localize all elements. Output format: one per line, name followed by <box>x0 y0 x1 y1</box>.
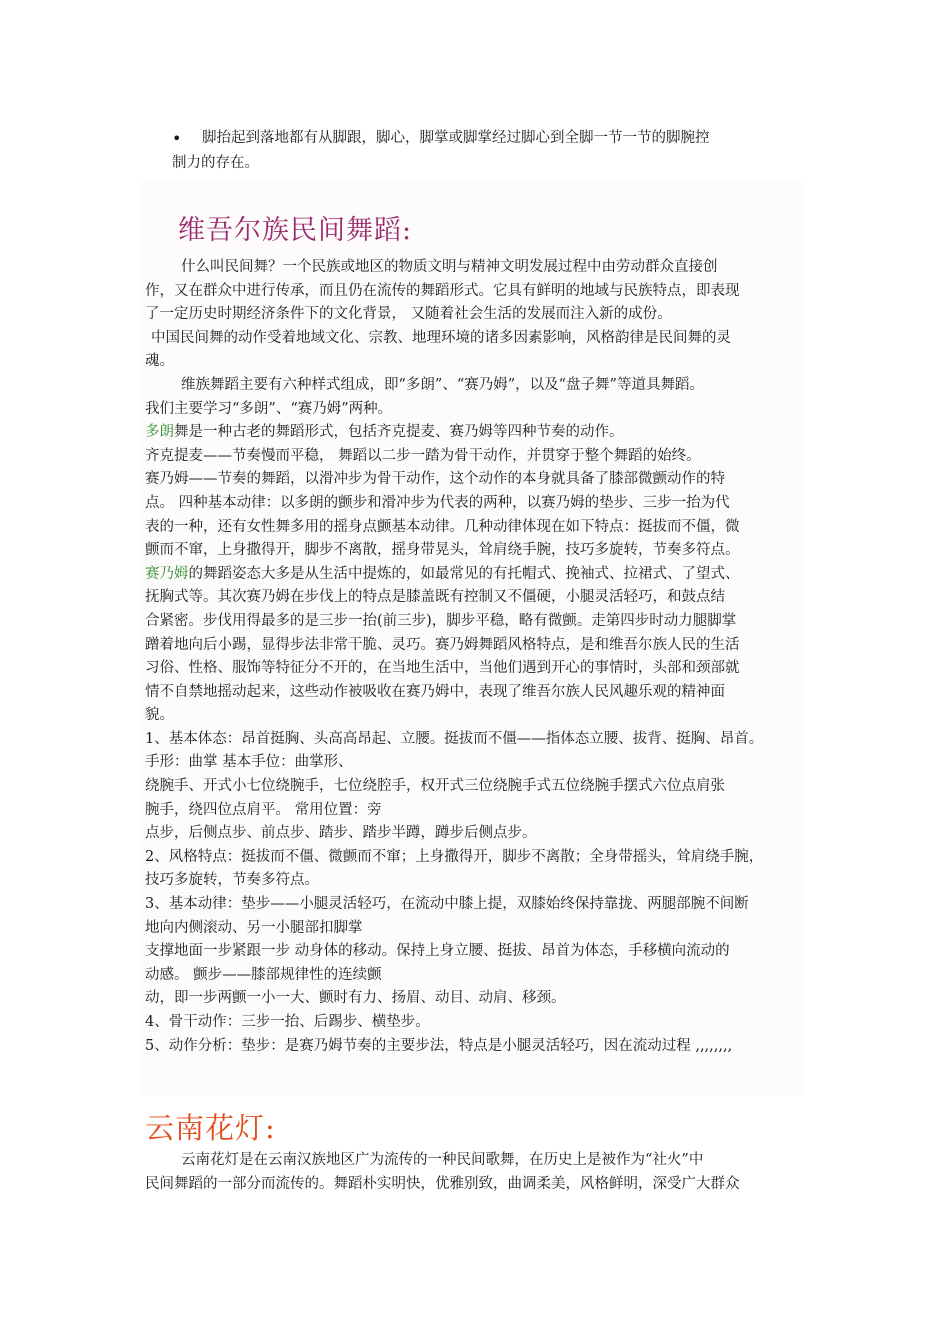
paragraph-line: 5、动作分析：垫步：是赛乃姆节奏的主要步法，特点是小腿灵活轻巧，因在流动过程 ,,,,,,,, <box>145 1037 733 1054</box>
section-heading-yunnan-huadeng: 云南花灯: <box>145 1111 276 1145</box>
paragraph-line: 点。 四种基本动律：以多朗的颤步和滑冲步为代表的两种，以赛乃姆的垫步、三步一抬为代 <box>145 494 730 511</box>
highlight-duolang: 多朗 <box>145 424 174 441</box>
paragraph-line: 抚胸式等。其次赛乃姆在步伐上的特点是膝盖既有控制又不僵硬，小腿灵活轻巧，和鼓点结 <box>145 589 725 606</box>
bullet-text-line-1: 脚抬起到落地都有从脚跟，脚心，脚掌或脚掌经过脚心到全脚一节一节的脚腕控 <box>202 130 710 146</box>
paragraph-line-duolang <box>145 421 815 445</box>
paragraph-line: 支撑地面一步紧跟一步 动身体的移动。保持上身立腰、挺拔、昂首为体态，手移横向流动的 <box>145 943 730 960</box>
section-heading-uyghur-dance: 维吾尔族民间舞蹈: <box>178 215 413 246</box>
paragraph-line: 貌。 <box>145 707 174 724</box>
paragraph-line: 蹭着地向后小踢，显得步法非常干脆、灵巧。赛乃姆舞蹈风格特点，是和维吾尔族人民的生活 <box>145 636 740 653</box>
paragraph-line: 3、基本动律：垫步——小腿灵活轻巧，在流动中膝上提，双膝始终保持靠拢、两腿部腕不间断 <box>145 896 749 913</box>
paragraph-line: 魂。 <box>145 353 174 370</box>
paragraph-line-sainaimu <box>145 563 815 587</box>
paragraph-line: 民间舞蹈的一部分而流传的。舞蹈朴实明快，优雅别致，曲调柔美，风格鲜明，深受广大群众 <box>145 1175 740 1192</box>
paragraph-line: 表的一种，还有女性舞多用的摇身点颤基本动律。几种动律体现在如下特点：挺拔而不僵，微 <box>145 518 740 535</box>
paragraph-line: 中国民间舞的动作受着地域文化、宗教、地理环境的诸多因素影响，风格韵律是民间舞的灵 <box>151 329 731 346</box>
paragraph-line: 什么叫民间舞？一个民族或地区的物质文明与精神文明发展过程中由劳动群众直接创 <box>181 259 718 275</box>
paragraph-line: 点步，后侧点步、前点步、踏步、踏步半蹲，蹲步后侧点步。 <box>145 825 537 842</box>
bullet-marker: • <box>172 129 182 148</box>
highlight-sainaimu: 赛乃姆 <box>145 565 189 582</box>
bullet-text-line-2: 制力的存在。 <box>172 155 259 171</box>
paragraph-line: 腕手，绕四位点肩平。 常用位置：旁 <box>145 801 382 818</box>
paragraph-line: 习俗、性格、服饰等特征分不开的，在当地生活中，当他们遇到开心的事情时，头部和颈部就 <box>145 660 740 677</box>
paragraph-line: 颤而不窜，上身撒得开，脚步不离散，摇身带晃头，耸肩绕手腕，技巧多旋转，节奏多符点。 <box>145 542 740 559</box>
paragraph-line: 齐克提麦——节奏慢而平稳， 舞蹈以二步一踏为骨干动作，并贯穿于整个舞蹈的始终。 <box>145 447 701 464</box>
paragraph-line: 赛乃姆——节奏的舞蹈，以滑冲步为骨干动作，这个动作的本身就具备了膝部微颤动作的特 <box>145 471 725 488</box>
section-body-yunnan-huadeng <box>145 1149 815 1196</box>
paragraph-line: 情不自禁地摇动起来，这些动作被吸收在赛乃姆中，表现了维吾尔族人民风趣乐观的精神面 <box>145 683 725 700</box>
paragraph-line: 云南花灯是在云南汉族地区广为流传的一种民间歌舞，在历史上是被作为“社火”中 <box>181 1152 704 1168</box>
paragraph-line: 动感。 颤步——膝部规律性的连续颤 <box>145 966 382 983</box>
paragraph-line: 绕腕手、开式小七位绕腕手，七位绕腔手，权开式三位绕腕手式五位绕腕手摆式六位点肩张 <box>145 778 725 795</box>
paragraph-text: 舞是一种古老的舞蹈形式，包括齐克提麦、赛乃姆等四种节奏的动作。 <box>174 424 624 441</box>
paragraph-line: 2、风格特点：挺拔而不僵、微颤而不窜；上身撒得开，脚步不离散；全身带摇头，耸肩绕手腕， <box>145 848 764 865</box>
paragraph-line: 4、骨干动作：三步一抬、后踢步、横垫步。 <box>145 1014 430 1030</box>
paragraph-line: 1、基本体态：昂首挺胸、头高高昂起、立腰。挺拔而不僵——指体态立腰、拔背、挺胸、昂首。 <box>145 730 764 747</box>
paragraph-line: 技巧多旋转，节奏多符点。 <box>145 872 319 889</box>
paragraph-text: 的舞蹈姿态大多是从生活中提炼的，如最常见的有托帽式、挽袖式、拉裙式、了望式、 <box>188 565 740 582</box>
paragraph-line: 手形：曲掌 基本手位：曲掌形、 <box>145 754 353 771</box>
paragraph-line: 了一定历史时期经济条件下的文化背景， 又随着社会生活的发展而注入新的成份。 <box>145 306 672 323</box>
paragraph-line: 作，又在群众中进行传承，而且仍在流传的舞蹈形式。它具有鲜明的地域与民族特点，即表现 <box>145 282 740 299</box>
paragraph-line: 合紧密。步伐用得最多的是三步一抬(前三步)，脚步平稳，略有微颤。走第四步时动力腿脚掌 <box>145 612 737 629</box>
paragraph-line: 地向内侧滚动、另一小腿部扣脚掌 <box>145 919 363 936</box>
section-body-uyghur-dance <box>145 256 815 1058</box>
paragraph-line: 我们主要学习“多朗”、“赛乃姆”两种。 <box>145 400 393 417</box>
paragraph-line: 维族舞蹈主要有六种样式组成，即“多朗”、“赛乃姆”，以及“盘子舞”等道具舞蹈。 <box>181 376 704 393</box>
paragraph-line: 动，即一步两颤一小一大、颤时有力、扬眉、动目、动肩、移颈。 <box>145 990 566 1007</box>
